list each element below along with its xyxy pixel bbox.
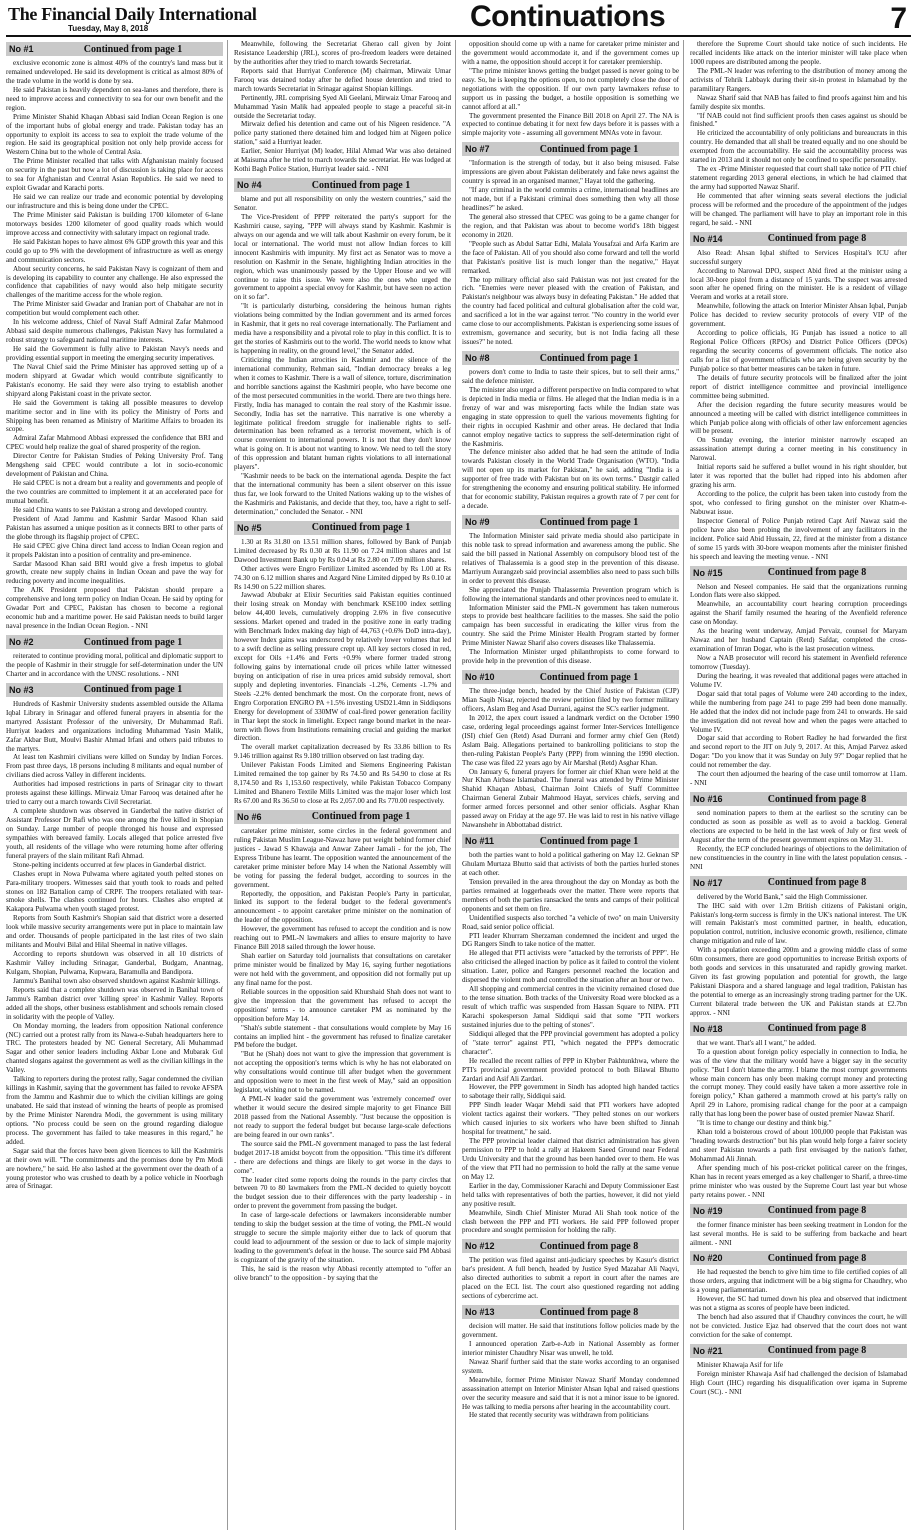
continuation-story xyxy=(462,834,679,1235)
story-paragraph: Khan told a boisterous crowd of about 100,000 people that Pakistan was "heading towards destruction" but his plan would help forge a fairer society and steer Pakistan towards a path first envisaged by the nation's father, Mohammad Ali Jinnah. xyxy=(690,1128,907,1163)
story-paragraph: Sardar Masood Khan said BRI would give a fresh impetus to global growth, create new supply chains in Indian Ocean and pave the way for reducing poverty and income inequalities. xyxy=(6,559,223,586)
continuation-story xyxy=(234,178,451,517)
story-heading: Continued from page 8 xyxy=(767,793,867,805)
story-paragraph: This, he said is the reason why Abbasi recently attempted to "offer an olive branch" to the opposition - by saying that the xyxy=(234,1264,451,1282)
story-paragraph: The leader cited some reports doing the rounds in the party circles that between 70 to 80 lawmakers from the PML-N decided to quietly boycott the budget session due to their differences with the party leadership - in order to prevent the government from passing the budget. xyxy=(234,1175,451,1211)
story-number: No #6 xyxy=(237,811,262,822)
story-paragraph: 1.30 at Rs 31.80 on 13.51 million shares, followed by Bank of Punjab Limited decreased by Rs 0.30 at Rs 11.90 on 7.24 million shares and 1st Dawood Investment Bank up by Rs 0.04 at Rs 2.80 on 7.09 million shares. xyxy=(234,537,451,564)
story-heading: Continued from page 8 xyxy=(767,877,867,889)
story-header-bar xyxy=(690,566,907,580)
story-paragraph: Information Minister said the PML-N government has taken numerous steps to provide best healthcare facilities to the masses. She said the polio campaign has been successful in eradicating the killer virus from the country. She said the Prime Minister Health Program started by former Prime Minister Nawaz Sharif also covers diseases like Thalassemia. xyxy=(462,603,679,648)
continuation-story xyxy=(234,40,451,174)
story-paragraph: At least ten Kashmiri civilians were killed on Sunday by Indian Forces. From past three days, 18 persons including 8 militants and equal number of civilians died across Valley in different incidents. xyxy=(6,753,223,780)
story-paragraph: blame and put all responsibility on only the western countries," said the Senator. xyxy=(234,195,451,212)
story-header-bar xyxy=(690,1022,907,1036)
story-paragraph: As the hearing went underway, Amjad Pervaiz, counsel for Maryam Nawaz and her husband Captain (Retd) Safdar, completed the cross-examination of Imran Dogar, who is the last prosecution witness. xyxy=(690,627,907,654)
story-paragraph: Nelson and Neseel companies. He said that the organizations running London flats were also skipped. xyxy=(690,582,907,600)
story-paragraph: "If any criminal in the world commits a crime, international headlines are not made, but if a Pakistani criminal does something then why all those headlines?" he asked. xyxy=(462,186,679,212)
story-paragraph: According to police officials, IG Punjab has issued a notice to all Regional Police Officers (RPOs) and District Police Officers (DPOs) regarding the security concerns of government officials. The notice also calls for a list of government officials who are being given security by the Punjab police so that better measures can be taken in future. xyxy=(690,329,907,373)
story-paragraph: delivered by the World Bank," said the High Commissioner. xyxy=(697,892,868,901)
story-paragraph: therefore the Supreme Court should take notice of such incidents. He recalled incidents like attack on the interior minister will take place when 1000 rupees are distributed among the people. xyxy=(690,40,907,66)
story-paragraph: Sagar said that the forces have been given licences to kill the Kashmiris at their own will. "The commitments and the promises done by Pm Modi are nowhere," he said. He also lashed at the government over the death of a young protestor who was crushed to death by a police vehicle in Noorbagh area of Srinagar. xyxy=(6,1146,223,1191)
section-title: Continuations xyxy=(470,0,666,33)
story-number: No #7 xyxy=(465,144,490,155)
story-paragraph: Dogar said that according to Robert Radley he had forwarded the first and second report to the JIT on July 9, 2017. At this, Amjad Parvez asked Dogar: "Do you know that it was Sunday on July 9?" Dogar replied that he could not remember the day. xyxy=(690,734,907,770)
story-header-bar xyxy=(234,178,451,192)
story-paragraph: Now a NAB prosecutor will record his statement in Avenfield reference tomorrow (Tuesday). xyxy=(690,654,907,671)
story-heading: Continued from page 1 xyxy=(539,835,639,847)
story-paragraph: The Naval Chief said the Prime Minister has approved setting up of a modern shipyard at Gwadar which would contribute significantly to Pakistan's economy. He said they were also trying to establish another shipyard along Pakistani coast in the private sector. xyxy=(6,362,223,398)
story-paragraph: "Information is the strength of today, but it also being misused. False impressions are given about Pakistan deliberately and fake news against the country is spread in an organised manner," Hayat told the gathering. xyxy=(462,159,679,186)
story-paragraph: She appreciated the Punjab Thalassemia Prevention program which is following the international standards and other provinces need to emulate it. xyxy=(462,585,679,603)
story-paragraph: The Prime Minister said Gwadar and Iranian port of Chabahar are not in competition but would complement each other. xyxy=(6,300,223,318)
story-paragraph: He criticized the accountability of only politicians and bureaucrats in this country. He demanded that all shall be treated equally and no one should be exempted from the accountability. He said the accountability process was started in 2013 and it should not only be confined to specific personality. xyxy=(690,129,907,165)
story-paragraph: The Prime Minister recalled that talks with Afghanistan mainly focused on security in the past but now a lot of discussion is taking place for access to sea for Afghanistan and Central Asian Republics. He said we need to exploit Gwadar and Karachi ports. xyxy=(6,157,223,193)
story-header-bar xyxy=(6,42,223,56)
story-heading: Continued from page 1 xyxy=(311,811,411,823)
continuation-story xyxy=(462,351,679,511)
story-paragraph: Minister Khawaja Asif for life xyxy=(697,1360,783,1369)
story-paragraph: Meanwhile, Sindh Chief Minister Murad Ali Shah took notice of the clash between the PPP and PTI workers. He said PPP followed proper procedure and sought permission for holding the rally. xyxy=(462,1208,679,1235)
story-paragraph: Unilever Pakistan Foods Limited and Siemens Engineering Pakistan Limited remained the top gainer by Rs 74.50 and Rs 54.90 to close at Rs 8,174.50 and Rs 1,153.60 respectively, while Pakistan Tobacco Company Limited and Bhanero Textile Mills Limited was the major loser which lost Rs 67.00 and Rs 36.50 to close at Rs 2,057.00 and Rs 770.00 respectively. xyxy=(234,761,451,805)
story-paragraph: A PML-N leader said the government was 'extremely concerned' over whether it would secure the desired simple majority to get Finance Bill 2018 passed from the National Assembly. "Just because the opposition is not ready to support the federal budget but because large-scale defections are being feared in our own ranks". xyxy=(234,1095,451,1139)
story-heading: Continued from page 1 xyxy=(539,143,639,155)
story-header-bar xyxy=(6,683,223,697)
story-header-bar xyxy=(6,635,223,649)
story-heading: Continued from page 8 xyxy=(767,1023,867,1035)
continuation-story xyxy=(462,142,679,347)
story-paragraph: both the parties want to hold a political gathering on May 12. Geknan SP Ghulam Murtaza Bhutto said that activists of both the parties hurled stones at each other. xyxy=(462,851,679,877)
story-number: No #19 xyxy=(693,1205,723,1216)
story-paragraph: The top military official also said Pakistan was not just created for the rich. "Enemies were never pleased with the creation of Pakistan, and Pakistan's neighbour was always busy in defeating Pakistan." He added that the country had faced political and cultural globalisation after the cold war, and sacrificed a lot in the war against terror. "No country in the world ever came close to our accomplishments. Pakistan is experiencing some issues of extremism, governance and security, but is not India facing all these issues?" he noted. xyxy=(462,275,679,347)
story-number: No #16 xyxy=(693,794,723,805)
story-paragraph: Pertinently, JRL comprising Syed Ali Geelani, Mirwaiz Umar Farooq and Muhammad Yasin Malik had appealed people to stage a peaceful sit-in outside the Secretariat today. xyxy=(234,93,451,120)
story-paragraph: send nomination papers to them at the earliest so the scrutiny can be conducted as soon as possible as well as to avoid a backlog. General elections are expected to be held in the last week of July or first week of August after the term of the present government expires on May 31. xyxy=(690,809,907,844)
story-paragraph: According to Narowal DPO, suspect Abid fired at the minister using a local 30-bore pistol from a distance of 15 yards. The suspect was arrested soon after he opened firing on the minister. He is a resident of village Veeram and works at a retail store. xyxy=(690,266,907,302)
story-paragraph: Mirwaiz defied his detention and came out of his Nigeen residence. "A police party stationed there detained him and lodged him at Nigeen police station," said a Hurriyat leader. xyxy=(234,120,451,147)
story-paragraph: In case of large-scale defections or lawmakers inconsiderable number tending to skip the budget session at the time of voting, the PML-N would struggle to secure the simple majority either due to lack of quorum that could lead to adjournment of the session or due to lack of simple majority leading to the government's defeat in the house. The source said PM Abbasi is cognizant of the gravity of the situation. xyxy=(234,1211,451,1264)
story-paragraph: caretaker prime minister, some circles in the federal government and ruling Pakistan Muslim League-Nawaz have put weight behind former chief justices - Jawad S Khawaja and Anwar Zaheer Jamali - for the job, The Express Tribune has learnt. The opposition wanted the announcement of the caretaker prime minister before May 14 when the National Assembly will be voting for passing the federal budget, according to sources in the government. xyxy=(234,826,451,889)
story-paragraph: "It is particularly disturbing, considering the heinous human rights violations being committed by the Indian government and its armed forces in Kashmir, that it gets no real coverage internationally. The Parliament and media have a responsibility and a pivotal role to play in this conflict. It is to get the stories of Kashmiris out to the world. The world needs to know what is happening in reality, on the ground level," the Senator added. xyxy=(234,302,451,355)
story-paragraph: decision will matter. He said that institutions follow policies made by the government. xyxy=(462,1322,679,1339)
continuation-story xyxy=(6,635,223,679)
story-paragraph: "Shah's subtle statement - that consultations would complete by May 16 contains an implied hint - the government has refused to finalize caretaker PM before the budget. xyxy=(234,1023,451,1050)
story-paragraph: According to reports shutdown was observed in all 10 districts of Kashmir Valley including Srinagar, Ganderbal, Budgam, Anantnag, Kulgam, Shopian, Pulwama, Kupwara, Baramulla and Bandipora. xyxy=(6,950,223,976)
story-paragraph: After spending much of his post-cricket political career on the fringes, Khan has in recent years emerged as a key challenger to Sharif, a three-time prime minister who was ousted by the Supreme Court last year but whose party retains power. - NNI xyxy=(690,1163,907,1199)
story-paragraph: According to the police, the culprit has been taken into custody from the spot, who confessed to firing gunshot on the minister over Khatm-e-Nabuwat issue. xyxy=(690,490,907,516)
article-columns xyxy=(6,40,911,1530)
story-paragraph: Earlier in the day, Commissioner Karachi and Deputy Commissioner East held talks with representatives of both the parties, however, it did not yield any positive result. xyxy=(462,1181,679,1208)
story-paragraph: powers don't come to India to taste their spices, but to sell their arms," said the defence minister. xyxy=(462,368,679,385)
story-heading: Continued from page 1 xyxy=(539,671,639,683)
story-paragraph: Admiral Zafar Mahmood Abbasi expressed the confidence that BRI and CPEC would help realize the goal of shared prosperity of the region. xyxy=(6,434,223,452)
story-paragraph: The Vice-President of PPPP reiterated the party's support for the Kashmiri cause, saying, "PPP will always stand by Kashmir. Kashmir is always on our agenda and we will talk about Kashmir on every forum, be it local or international. The world must not allow Indian forces to kill innocent Kashmiris with impunity. My first act as Senator was to move a resolution on Kashmir in the Senate, highlighting Indian atrocities in the region, which was unanimously passed by the Upper House and we will continue to raise this issue. We were also the ones who urged the government to appoint a special envoy for Kashmir, but have seen no action on it so far". xyxy=(234,212,451,302)
story-header-bar xyxy=(690,1204,907,1218)
story-paragraph: With a population exceeding 200m and a growing middle class of some 60m consumers, there are good opportunities to increase British exports of both goods and services in this unsaturated and rapidly growing market. Given its fast growing population and potential for growth, the large Pakistani Diaspora and a shared language and legal tradition, Pakistan has the potential to emerge as an increasingly strong trading partner for the UK. Current bilateral trade between the UK and Pakistan stands at £2.7bn approx. - NNI xyxy=(690,946,907,1017)
story-paragraph: Jammu's Banihal town also observed shutdown against Kashmir killings. xyxy=(13,976,221,985)
story-paragraph: Nawaz Sharif said that NAB has failed to find proofs against him and his family despite six months. xyxy=(690,93,907,111)
story-paragraph: PPP Sindh leader Waqar Mehdi said that PTI workers have adopted violent tactics against their workers. "They pelted stones on our workers which caused injuries to six workers who have been shifted to Jinnah hospital for treatment," he said. xyxy=(462,1101,679,1137)
story-paragraph: He had requested the bench to give him time to file certified copies of all those orders, arguing that indictment will be a big stigma for Chaudhry, who is a young parliamentarian. xyxy=(690,1268,907,1295)
continuation-story xyxy=(690,1204,907,1248)
story-paragraph: He said CPEC give China direct land access to Indian Ocean region and it propels Pakistan into a position of centrality and pre-eminence. xyxy=(6,541,223,559)
story-number: No #5 xyxy=(237,522,262,533)
story-paragraph: The AJK President proposed that Pakistan should prepare a comprehensive and long term policy on Indian Ocean. He said by opting for Gwadar Port and CPEC, Pakistan has chosen to become a regional economic hub and a maritime power. He said Pakistan needs to build larger naval presence in the Indian Ocean Region. - NNI xyxy=(6,586,223,631)
story-header-bar xyxy=(462,834,679,848)
story-header-bar xyxy=(234,521,451,535)
story-paragraph: Foreign minister Khawaja Asif had challenged the decision of Islamabad High Court (IHC) regarding his disqualification over iqama in Supreme Court (SC). - NNI xyxy=(690,1369,907,1396)
story-number: No #3 xyxy=(9,684,34,695)
story-paragraph: All shopping and commercial centres in the vicinity remained closed due to the tense situation. Both tracks of the University Road were blocked as a result of which traffic was suspended from Hassan Square to NIPA. PTI Karachi spokesperson Jamal Siddiqui said that some "PTI workers sustained injuries due to the pelting of stones". xyxy=(462,985,679,1029)
story-number: No #15 xyxy=(693,567,723,578)
story-paragraph: However, the government has refused to accept the condition and is now reaching out to PML-N lawmakers and allies to ensure majority to have Finance Bill 2018 sailed through the lower house. xyxy=(234,925,451,952)
text-column xyxy=(6,40,228,1530)
story-paragraph: Jawwad Abubakr at Elixir Securities said Pakistan equities continued their losing streak on Monday with benchmark KSE100 index settling below 44,400 levels, cumulatively dropping 2.6% in five consecutive sessions. Market opened and traded in the positive zone in early trading with Benchmark Index making day high of 44,763 (+0.6% DoD intra-day), however Index gains was underscored by relatively lower volumes that led to a swift decline as selling pressure crept up. All key sectors closed in red, except for Oils +1.4% and Ferts +0.9% where former traded strong following gains by international crude oil prices while latter witnessed buying on anticipation of rise in urea prices amid subsidy removal, short supply and depleting inventories. Financials -1.2%, Cements -1.7% and Steels -2.2% dented benchmark the most. On the corporate front, news of Engro Corporation ENGRO PA +1.5% investing USD21.4mn in Siddiqsons Energy for development of 330MW of coal-fired power generation facility in Thar kept the stock in limelight. Expect range bound market in the near-term with flows from Institutions remaining crucial and guiding the market direction. xyxy=(234,591,451,743)
story-number: No #12 xyxy=(465,1241,495,1252)
masthead xyxy=(0,0,917,34)
story-heading: Continued from page 8 xyxy=(539,1306,639,1318)
story-paragraph: To a question about foreign policy especially in connection to India, he was of the view that the military would have a bigger say in the security policy. "But I don't blame the army. I blame the most corrupt governments whose main concern has only been making corrupt money and protecting the corrupt money. They could easily have taken a more assertive role in foreign policy," Khan gathered a mammoth crowd at his party's rally on April 29 in Lahore, promising radical change for the poor at a campaign rally that has long been the power base of ousted premier Nawaz Sharif. xyxy=(690,1047,907,1119)
story-paragraph: The three-judge bench, headed by the Chief Justice of Pakistan (CJP) Mian Saqib Nisar, rejected the review petition filed by two former military officers, Aslam Beg and Asad Durrani, against the SC's earlier judgment. xyxy=(462,687,679,713)
story-paragraph: In his welcome address, Chief of Naval Staff Admiral Zafar Mahmood Abbasi said despite numerous challenges, Pakistan Navy has formulated a robust strategy to safeguard national maritime interests. xyxy=(6,318,223,345)
continuation-story xyxy=(6,42,223,631)
story-paragraph: "Kashmir needs to be back on the international agenda. Despite the fact that the international community has been a silent observer on this issue thus far, we look forward to the United Nations waking up to the wishes of the Kashmiris and Pakistanis, and decide that they, too, have a right to self-determination," concluded the Senator. - NNI xyxy=(234,472,451,516)
story-heading: Continued from page 1 xyxy=(83,636,183,648)
story-header-bar xyxy=(234,810,451,824)
story-paragraph: He said CPEC is not a dream but a reality and governments and people of the two countries are committed to implement it at an accelerated pace for mutual benefit. xyxy=(6,479,223,505)
story-paragraph: Prime Minister Shahid Khaqan Abbasi said Indian Ocean Region is one of the important hubs of global energy and trade. Pakistan today has an opportunity to exploit its access to sea to exploit the trade volume of the region. He said its geographical position not only help provide access for Western China but to the whole of Central Asia. xyxy=(6,112,223,157)
story-header-bar xyxy=(690,876,907,890)
story-number: No #13 xyxy=(465,1307,495,1318)
story-heading: Continued from page 8 xyxy=(767,1252,867,1264)
story-paragraph: After the decision regarding the future security measures would be announced a meeting will be called with district intelligence committees in which Punjab police along with officials of other law enforcement agencies will be present. xyxy=(690,400,907,436)
story-paragraph: Clashes erupt in Nowa Pulwama where agitated youth pelted stones on Para-military troopers. Witnesses said that youth took to roads and pelted stones on 182 Battalion camp of CRPF. The troopers retaliated with tear-smoke shells. The clashes continued for hours. Clashes also erupted at Kakapora Pulwama when youth staged protest. xyxy=(6,869,223,914)
story-header-bar xyxy=(690,1251,907,1265)
continuation-story xyxy=(690,1251,907,1340)
story-paragraph: "But he (Shah) does not want to give the impression that government is not accepting the opposition's terms which is why he has not elaborated on why consultations would continue till after budget when the government and opposition were to meet in the first week of May," said an opposition legislator, wishing not to be named. xyxy=(234,1050,451,1095)
story-paragraph: Reports from South Kashmir's Shopian said that district wore a deserted look while massive security arrangements were put in place to maintain law and order. Thousands of people participated in the last rites of two slain militants and Moulvi Bilal and Hilal Sheemal in native villages. xyxy=(6,914,223,950)
story-paragraph: Reports said that Hurriyat Conference (M) chairman, Mirwaiz Umar Farooq was detained today after he defied house detention and tried to march towards Secretariat in Srinagar against Shopian killings. xyxy=(234,66,451,93)
story-paragraph: Meanwhile, following the Secretariat Gherao call given by Joint Resistance Leadership (JRL), scores of pro-freedom leaders were detained by the authorities after they tried to march towards Secretariat. xyxy=(234,40,451,66)
story-paragraph: The Information Minister urged philanthropists to come forward to provide help in the prevention of this disease. xyxy=(462,648,679,666)
story-paragraph: On Sunday evening, the interior minister narrowly escaped an assassination attempt during a corner meeting in his constituency in Narowal. xyxy=(690,436,907,463)
continuation-story xyxy=(690,40,907,228)
story-paragraph: On January 6, funeral prayers for former air chief Khan were held at the Nur Khan Airbase Islamabad. The funeral was attended by Prime Minister Shahid Khaqan Abbasi, Chairman Joint Chiefs of Staff Committee Chairman General Zubair Mahmood Hayat, services chiefs, serving and former armed forces personnel and other senior officials. Asghar Khan passed away on Friday at the age 97. He was laid to rest in his native village Nawanshehr in Abbottabad district. xyxy=(462,767,679,830)
story-header-bar xyxy=(690,792,907,806)
story-number: No #14 xyxy=(693,233,723,244)
story-paragraph: "The prime minister knows getting the budget passed is never going to be easy. So, he is keeping the options open, to not completely close the door of negotiations with the opposition. If our own party lawmakers refuse to support us in passing the budget, a hostile opposition is something we cannot afford at all." xyxy=(462,66,679,111)
page-number: 7 xyxy=(890,2,907,35)
story-paragraph: Stone-pelting incidents occurred at few places in Ganderbal district. xyxy=(13,860,206,869)
story-paragraph: exclusive economic zone is almost 40% of the country's land mass but it remained undeveloped. He said its development is critical as almost 80% of the trade volume in the world is done by sea. xyxy=(6,59,223,85)
story-number: No #18 xyxy=(693,1023,723,1034)
continuation-story xyxy=(462,1239,679,1301)
header-rule xyxy=(6,35,911,37)
story-paragraph: The court then adjourned the hearing of the case until tomorrow at 11am. - NNI xyxy=(690,770,907,788)
story-paragraph: The overall market capitalization decreased by Rs 33.86 billion to Rs 9.146 trillion against Rs 9.180 trillion observed on last trading day. xyxy=(234,743,451,761)
story-paragraph: He commented that after winning seats several elections the judicial process will be reformed and the procedure of the appointment of the judges will be changed. The parliament will have to play an important role in this regard, he said. - NNI xyxy=(690,191,907,227)
text-column xyxy=(462,40,684,1530)
story-paragraph: "If NAB could not find sufficient proofs then cases against us should be finished." xyxy=(690,111,907,129)
story-number: No #17 xyxy=(693,877,723,888)
story-paragraph: Director Centre for Pakistan Studies of Peking University Prof. Tang Mengsheng said CPEC would contribute a lot in socio-economic development of Pakistan and China. xyxy=(6,452,223,479)
story-paragraph: The bench had also assured that if Chaudhry convinces the court, he will not be convicted. Justice Ejaz had observed that the court does not want conviction for the sake of contempt. xyxy=(690,1313,907,1339)
story-heading: Continued from page 1 xyxy=(311,522,411,534)
story-heading: Continued from page 1 xyxy=(539,516,639,528)
story-number: No #1 xyxy=(9,44,34,54)
story-number: No #11 xyxy=(465,836,495,847)
story-paragraph: Criticizing the Indian atrocities in Kashmir and the silence of the international community, Rehman said, "Indian democracy breaks a leg when it comes to Kashmir. There is a wall of silence, torture, discrimination and horrible sanctions against the Kashmiri people, who have become one of the most persecuted communities in the world. There are two things here. Firstly, India has managed to contain the real story of the Kashmir issue. Secondly, India has set the narrative. This narrative is one whereby a legitimate political freedom struggle for inalienable rights to self-determination has been reframed as a terrorist movement, which is of course convenient to international powers. It is not that they don't know what is going on. It is about not wanting to know. We need to tell the story of this oppression and blatant human rights violations to all international players". xyxy=(234,355,451,472)
story-paragraph: Shah earlier on Saturday told journalists that consultations on caretaker prime minister would be finalized by May 16, saying further negotiations were not held with the government, and opposition did not formally put up any final name for the post. xyxy=(234,952,451,987)
story-paragraph: He said China wants to see Pakistan a strong and developed country. xyxy=(13,505,208,514)
story-paragraph: I announced operation Zarb-e-Azb in National Assembly as former interior minister Chaudhry Nisar was unwell, he told. xyxy=(462,1339,679,1357)
story-heading: Continued from page 8 xyxy=(767,233,867,245)
story-paragraph: He said Pakistan hopes to have almost 6% GDP growth this year and this could go up to 9% with the development of infrastructure as well as energy and communication sectors. xyxy=(6,237,223,264)
story-number: No #4 xyxy=(237,180,262,191)
story-paragraph: He alleged that PTI activists were "attacked by the terrorists of PPP". He also criticised the alleged inaction by police as it failed to control the violent situation. Later, police and Rangers personnel reached the location and dispersed the violent mob and controlled the situation after an hour or two. xyxy=(462,949,679,985)
story-paragraph: Meanwhile, an accountability court hearing corruption proceedings against the Sharif family resumed the hearing of the Avenfield reference case on Monday. xyxy=(690,600,907,627)
story-paragraph: The source said the PML-N government managed to pass the last federal budget 2017-18 amidst boycott from the opposition. "This time it's different - there are defections and things are likely to get worse in the days to come". xyxy=(234,1139,451,1175)
text-column xyxy=(690,40,911,1530)
story-paragraph: Earlier, Senior Hurriyat (M) leader, Hilal Ahmad War was also detained at Maisuma after he tried to march towards the secretariat. He was lodged at Kothi Bagh Police Station, Hurriyat leader said. - NNI xyxy=(234,147,451,174)
text-column xyxy=(234,40,456,1530)
story-paragraph: The general also stressed that CPEC was going to be a game changer for the region, and that Pakistan was about to become world's 18th biggest economy in 2020. xyxy=(462,212,679,239)
story-paragraph: He said the Government is taking all possible measures to develop maritime sector and in line with its policy the Ministry of Ports and Shipping has been renamed as Ministry of Maritime Affairs to broaden its scope. xyxy=(6,398,223,434)
story-heading: Continued from page 1 xyxy=(539,352,639,364)
story-paragraph: Unidentified suspects also torched "a vehicle of two" on main University Road, said senior police official. xyxy=(462,913,679,931)
continuation-story xyxy=(234,521,451,806)
story-header-bar xyxy=(462,351,679,365)
story-paragraph: Hundreds of Kashmir University students assembled outside the Allama Iqbal Library in Srinagar and offered funeral prayers in absentia for the martyred Assistant Professor of the university, Dr Muhammad Rafi. Hurriyat leaders and organizations including Muhammad Yasin Malik, Zafar Akbar Butt, Moulvi Bashir Ahmad Irfani and others paid tributes to the martyrs. xyxy=(6,699,223,753)
continuation-story xyxy=(690,1022,907,1200)
story-paragraph: the former finance minister has been seeking treatment in London for the last several months. He is said to be suffering from backache and heart ailment. - NNI xyxy=(690,1220,907,1247)
story-paragraph: Meanwhile, following the attack on Interior Minister Ahsan Iqbal, Punjab Police has decided to review security protocols of every VIP of the government. xyxy=(690,302,907,329)
story-number: No #8 xyxy=(465,353,490,363)
story-paragraph: Authorities had imposed restrictions in parts of Srinagar city to thwart protests against these killings. Mirwaiz Umar Farooq was detained after he tried to carry out a march towards Civil Secretariat. xyxy=(6,780,223,807)
story-paragraph: Reportedly, the opposition, and Pakistan People's Party in particular, linked its support to the federal budget to the federal government's announcement - to appoint caretaker prime minister on the nomination of the leader of the opposition. xyxy=(234,889,451,925)
story-paragraph: He said Pakistan is heavily dependent on sea-lanes and therefore, there is need to improve access and connectivity to sea for our own benefit and the region. xyxy=(6,85,223,112)
continuation-story xyxy=(690,232,907,562)
story-paragraph: The Prime Minister said Pakistan is building 1700 kilometer of 6-lane motorways besides 1200 kilometer of good quality roads which would improve access and connectivity with salutary impact on regional trade. xyxy=(6,210,223,237)
issue-date: Tuesday, May 8, 2018 xyxy=(68,24,149,33)
story-paragraph: The Information Minister said private media should also participate in this noble task to spread information and awareness among the public. She said the bill passed in National Assembly on compulsory blood test of the relatives of Thalassemia is a good step in the prevention of this disease. Marriyum Aurangzeb said provincial assemblies also need to pass such bills in order to prevent this disease. xyxy=(462,532,679,585)
story-header-bar xyxy=(690,1344,907,1358)
continuation-story xyxy=(690,876,907,1018)
story-paragraph: reiterated to continue providing moral, political and diplomatic support to the people of Kashmir in their struggle for self-determination under the UN Charter and in accordance with the UNSC resolutions. - NNI xyxy=(6,652,223,678)
story-paragraph: The IHC said with over 1.2m British citizens of Pakistani origin, Pakistan's long-term success is firmly in the UK's national interest. The UK will remain Pakistan's most committed partner, in health, education, population control, nutrition, inclusive economic growth, resilience, climate change mitigation and rule of law. xyxy=(690,901,907,946)
story-paragraph: Dogar said that total pages of Volume were 240 according to the index, while the numbering from page 241 to page 299 had been done manually. He added that the index did not include page from 241 to onwards. He said the investigation did not reveal how and when the pages were attached to Volume IV. xyxy=(690,689,907,734)
story-paragraph: PTI leader Khurram Sherzaman condemned the incident and urged the DG Rangers Sindh to take notice of the matter. xyxy=(462,931,679,949)
story-paragraph: Other actives were Engro Fertilizer Limited ascended by Rs 1.00 at Rs 74.30 on 6.12 million shares and Azgard Nine Limited dipped by Rs 0.10 at Rs 14.90 on 5.22 million shares. xyxy=(234,564,451,591)
story-paragraph: About security concerns, he said Pakistan Navy is cognizant of them and is developing its capability to counter any challenge. He also expressed the confidence that capabilities of navy would also help mitigate security challenges of the maritime access for the whole region. xyxy=(6,264,223,300)
story-paragraph: Siddiqui alleged that the PPP provincial government has adopted a policy of "state terror" against PTI, "which negated the PPP's democratic character". xyxy=(462,1029,679,1056)
newspaper-name: The Financial Daily International xyxy=(8,4,257,24)
story-paragraph: Talking to reporters during the protest rally, Sagar condemned the civilian killings in Kashmir, saying that the government has failed to revoke AFSPA from the Jammu and Kashmir due to which the civilian killings are going unabated. He said that instead of winning the hearts of people as promised by the Prime Minister Narendra Modi, the government is using military options. "No process could be seen on the ground regarding dialogue process. The government has failed to take measures in this regard," he added. xyxy=(6,1075,223,1146)
story-paragraph: However, the PPP government in Sindh has adopted high handed tactics to sabotage their rally, Siddiqui said. xyxy=(462,1083,679,1101)
story-paragraph: Also Read: Ahsan Iqbal shifted to Services Hospital's ICU after successful surgery xyxy=(690,248,907,266)
story-paragraph: The defence minister also added that he had seen the attitude of India towards Pakistan closely in the World Trade Organisation (WTO). "India will not open up its market for Pakistan," he said, adding "India is a supporter of free trade with Pakistan but on its own terms." Dastgir called for strengthening the economy and ensuring political stability. He informed that for economic stability, Pakistan requires a growth rate of 7 per cent for a decade. xyxy=(462,448,679,511)
story-paragraph: Meanwhile, former Prime Minister Nawaz Sharif Monday condemned assassination attempt on Interior Minister Ahsan Iqbal and raised questions over the security measure and said that it is not a minor issue to be ignored. He was talking to media persons after hearing in the accountability court. xyxy=(462,1375,679,1411)
continuation-story xyxy=(6,683,223,1192)
story-paragraph: opposition should come up with a name for caretaker prime minister and the government would accommodate it, and if the government comes up with a name, the opposition should accept it for caretaker premiership. xyxy=(462,40,679,66)
story-paragraph: The petition was filed against anti-judiciary speeches by Kasur's district bar's president. A full bench, headed by Justice Syed Mazahar Ali Naqvi, also directed authorities to submit a report in court after the names are placed on the ECL list. The court also questioned regarding not adding sections of cybercrime act. xyxy=(462,1256,679,1301)
story-header-bar xyxy=(462,1305,679,1319)
story-paragraph: President of Azad Jammu and Kashmir Sardar Masood Khan said Pakistan has assumed a unique position as it connects BRI to other parts of the globe through its flagship project of CPEC. xyxy=(6,514,223,541)
story-paragraph: In 2012, the apex court issued a landmark verdict on the October 1990 case, ordering legal proceedings against former Inter-Services Intelligence (ISI) chief Gen (Retd) Asad Durrani and former army chief Gen (Retd) Aslam Baig. Allegations pertained to bankrolling politicians to stop the then-ruling Pakistan People's Party (PPP) from winning the 1990 election. The case was filed 22 years ago by Air Marshal (Retd) Asghar Khan. xyxy=(462,713,679,767)
story-paragraph: Reports said that a complete shutdown was observed in Banihal town of Jammu's Ramban district over 'killing spree' in Kashmir Valley. Reports added all the shops, other business establishment and schools remain closed in solidarity with the people of Valley. xyxy=(6,985,223,1021)
story-header-bar xyxy=(690,232,907,246)
continuation-story xyxy=(462,1305,679,1420)
continuation-story xyxy=(462,40,679,138)
story-paragraph: "People such as Abdul Sattar Edhi, Malala Yousafzai and Arfa Karim are the face of Pakistan. All of you should also come forward and tell the world that Pakistan's positive list is much longer than the negative," Hayat remarked. xyxy=(462,239,679,275)
story-paragraph: On Monday morning, the leaders from opposition National conference (NC) carried out a protest rally from its Nawa-e-Subah headquarters here to TRC. The protesters headed by NC General Secretary, Ali Muhammad Sagar and other senior leaders including Akbar Lone and Mubarak Gul chanted slogans against the government as well as the civilian killings in the Valley. xyxy=(6,1021,223,1075)
story-paragraph: Nawaz Sharif further said that the state works according to an organised system. xyxy=(462,1357,679,1375)
story-heading: Continued from page 1 xyxy=(83,43,183,55)
story-number: No #21 xyxy=(693,1345,723,1356)
story-paragraph: Initial reports said he suffered a bullet wound in his right shoulder, but later it was reported that the bullet had ripped into his abdomen after grazing his arm. xyxy=(690,463,907,490)
story-paragraph: He stated that recently security was withdrawn from politicians xyxy=(469,1411,649,1420)
story-number: No #9 xyxy=(465,517,490,527)
story-paragraph: The minister also urged a different perspective on India compared to what is depicted in India media or films. He alleged that the Indian media is in a frenzy of war and was misreporting facts while the Indian state was engaging in state oppression to quell the various movements fighting for their rights in occupied Kashmir and other areas. He declared that India cannot employ negative tactics to suppress the self-determination right of the Kashmiris. xyxy=(462,385,679,448)
story-paragraph: The ex -Prime Minister requested that court shall take notice of PTI chief statement regarding 2013 general elections, in which he had claimed that the army had supported Nawaz Sharif. xyxy=(690,165,907,191)
story-heading: Continued from page 8 xyxy=(767,1345,867,1357)
story-paragraph: The PML-N leader was referring to the distribution of money among the activists of Tehrik Labbayk during their sit-in protest in Islamabad by the paramilitary Rangers. xyxy=(690,66,907,93)
story-paragraph: that we want. That's all I want," he added. xyxy=(697,1038,816,1047)
continuation-story xyxy=(462,515,679,666)
continuation-story xyxy=(234,810,451,1283)
story-heading: Continued from page 8 xyxy=(539,1240,639,1252)
story-heading: Continued from page 8 xyxy=(767,1205,867,1217)
story-paragraph: Inspector General of Police Punjab retired Capt Arif Nawaz said the police have also been probing the involvement of any facilitators in the incident. Police said Abid Hussain, 22, fired at the minister from a distance of some 15 yards with 30-bore weapon moments after the minister finished his speech and leaving the meeting venue. - NNI xyxy=(690,516,907,561)
story-paragraph: Tension prevailed in the area throughout the day on Monday as both the parties remained at loggerheads over the matter. There were reports that members of both the parties ransacked the tents and camps of their political opponents and set them on fire. xyxy=(462,877,679,913)
continuation-story xyxy=(690,1344,907,1397)
story-paragraph: The details of future security protocols will be finalized after the joint report of district intelligence committee and provincial intelligence committee being submitted. xyxy=(690,373,907,400)
story-header-bar xyxy=(462,142,679,156)
story-paragraph: Reliable sources in the opposition said Khurshaid Shah does not want to give the impression that the government has refused to accept the oppositions' terms - to announce caretaker PM as nominated by the opposition before May 14. xyxy=(234,987,451,1023)
story-paragraph: He said we can realize our trade and economic potential by developing our infrastructure and this is being done under the CPEC. xyxy=(6,193,223,210)
story-paragraph: However, the SC had turned down his plea and observed that indictment was not a stigma as scores of people have been indicted. xyxy=(690,1295,907,1313)
story-header-bar xyxy=(462,515,679,529)
story-paragraph: He recalled the recent rallies of PPP in Khyber Pakhtunkhwa, where the PTI's provincial government provided protocol to both Bilawal Bhutto Zardari and Asif Ali Zardari. xyxy=(462,1056,679,1083)
story-heading: Continued from page 1 xyxy=(83,684,183,696)
story-header-bar xyxy=(462,1239,679,1253)
story-paragraph: During the hearing, it was revealed that additional pages were attached in Volume IV. xyxy=(690,671,907,689)
continuation-story xyxy=(690,792,907,872)
story-paragraph: "It is time to change our destiny and think big." xyxy=(697,1119,832,1128)
story-paragraph: The PPP provincial leader claimed that district administration has given permission to PPP to hold a rally at Hakeem Saeed Ground near Federal Urdu University and that the ground has been handed over to them. He was of the view that PTI had no permission to hold the rally at the same venue on May 12. xyxy=(462,1137,679,1181)
story-number: No #2 xyxy=(9,637,34,647)
continuation-story xyxy=(690,566,907,789)
story-paragraph: He said the Government is fully alive to Pakistan Navy's needs and providing essential support in meeting the emerging security imperatives. xyxy=(6,345,223,362)
story-number: No #20 xyxy=(693,1253,723,1264)
continuation-story xyxy=(462,670,679,830)
story-paragraph: A complete shutdown was observed in Ganderbal the native district of Assistant Professor Dr Rafi who was one among the five killed in Shopian on Sunday. Large number of people thronged his house and expressed sympathies with bereaved family. Locals alleged that police arrested five youth, all residents of the village who were returning home after offering funeral prayers of the slain militant Rafi Ahmad. xyxy=(6,807,223,860)
story-paragraph: Recently, the ECP concluded hearings of objections to the delimitation of new constituencies in the country in line with the latest population census. - NNI xyxy=(690,844,907,871)
story-header-bar xyxy=(462,670,679,684)
story-number: No #10 xyxy=(465,672,495,683)
story-paragraph: The government presented the Finance Bill 2018 on April 27. The NA is expected to continue debating it for next few days before it is passes with a simple majority vote - assuming all government MNAs vote in favour. xyxy=(462,111,679,138)
story-heading: Continued from page 1 xyxy=(311,179,411,191)
story-heading: Continued from page 8 xyxy=(767,567,867,578)
